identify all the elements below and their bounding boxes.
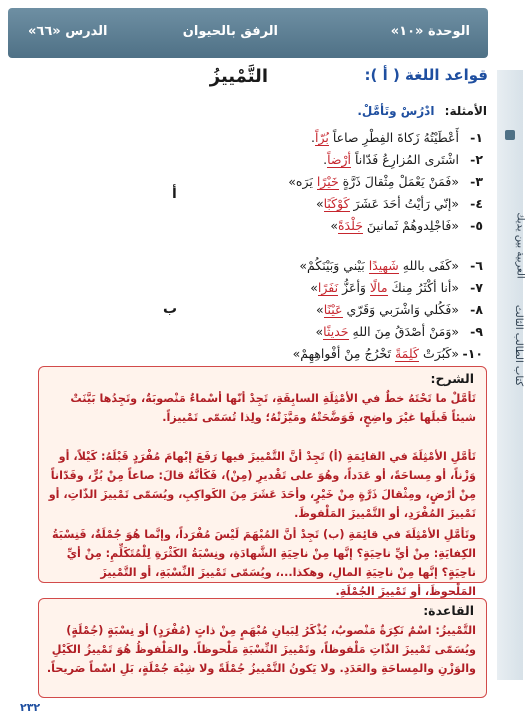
explanation-paragraph: وتَأمَّلِ الأمْثِلَةَ في قائِمَةِ (ب) تَجِدْ أنَّ المُبْهَمَ لَيْسَ مُفْرَداً، وإنَّما هُوَ جُمْلَةٌ، فَنِسْبَةُ الكِفايَةِ: مِنْ أيِّ ناحِيَةٍ؟ إنَّها مِنْ ناحِيَةِ الشَّهادَةِ، ونِسْبَةُ الكَثْرَةِ لِلْمُتَكَلِّمِ: مِنْ أيِّ ناحِيَةٍ؟ إنَّها مِنْ ناحِيَةِ المالِ، وهكذا...، ويُسَمّى تَمْييزَ النِّسْبَةِ، أو التَّمْييزَ المَلْحوظَ، أو تَمْييزَ الجُمْلَةِ. — [51, 528, 476, 598]
example-text: «إنّي رَأيْتُ أحَدَ عَشَرَ — [349, 196, 459, 211]
example-text: «فَمَنْ يَعْمَلْ مِثْقالَ ذَرَّةٍ — [338, 174, 459, 189]
example-highlight: نَفَرًا — [317, 280, 339, 295]
example-line — [330, 218, 483, 233]
rule-box — [38, 598, 487, 698]
example-highlight: كَلِمَةً — [394, 346, 419, 361]
example-text: » — [315, 196, 324, 211]
lesson-label: الدرس «٦٦» — [28, 24, 108, 39]
explanation-paragraph: تَأمَّلْ ما تَحْتَهُ خطٌ في الأمْثِلَةِ السابِقَةِ، تَجِدْ أنّها أسْماءٌ مَنْصوبَةٌ، وتَجِدُها بَيَّنَتْ شيئاً قَبلَها غيْرَ واضِحٍ، فَوَضَّحَتْهُ ومَيَّزَتْهُ؛ ولِذا تُسَمّى تَمْييزاً. — [70, 392, 476, 424]
examples-label: الأمثلة: — [444, 104, 487, 118]
example-text: » — [316, 302, 324, 317]
example-highlight: جَلْدَةً — [337, 218, 363, 233]
example-highlight: شَهيدًا — [368, 258, 399, 273]
example-number: ١- — [470, 130, 483, 145]
example-line — [316, 302, 483, 317]
example-number: ٦- — [470, 258, 483, 273]
example-line — [316, 196, 483, 211]
example-highlight: كَوْكَبًا — [323, 196, 350, 211]
group-b-label: ب — [163, 301, 178, 317]
example-text: بَيْني وَبَيْنَكُمْ» — [299, 258, 369, 273]
example-highlight: عَيْنًا — [323, 302, 343, 317]
example-number: ٨- — [470, 302, 483, 317]
topic-title: التَّمْييزُ — [209, 66, 268, 87]
unit-title: الرفق بالحيوان — [182, 24, 278, 39]
rule-text: التَّمْييزُ: اسْمٌ نَكِرَةٌ مَنْصوبٌ، يُذْكَرُ لِبَيانِ مُبْهَمٍ مِنْ ذاتٍ (مُفْرَدٍ) أو نِسْبَةٍ (جُمْلَةٍ) ويُسَمّى تَمْييزَ الذّاتِ مَلْفوظاً، وتَمْييزَ النِّسْبَةِ مَلْحوظاً. والمَلْفوظُ هُوَ تَمْييزُ الكَيْلِ والوَزْنِ والمِساحَةِ والعَدَدِ. ولا يَكونُ التَّمْييزُ جُمْلَةً ولا شِبْهَ جُمْلَةٍ، بَلِ اسْماً صَريحاً. — [46, 624, 476, 675]
example-text: » — [330, 218, 338, 233]
example-line — [288, 174, 483, 189]
section-title: قواعد اللغة ( أ ): — [364, 66, 488, 84]
rule-title: القاعدة: — [423, 603, 474, 618]
unit-header-bar — [8, 8, 488, 58]
example-text: » — [310, 280, 318, 295]
example-text: «فَاجْلِدوهُمْ ثَمانينَ — [362, 218, 459, 233]
side-marker-icon — [505, 130, 515, 140]
example-line — [310, 280, 483, 295]
example-number: ١٠- — [462, 346, 483, 361]
example-text: اشْتَرى المُزارِعُ فَدّاناً — [351, 152, 459, 167]
examples-heading — [357, 104, 487, 118]
group-a-label: أ — [172, 186, 177, 202]
side-text-book: كتاب الطالب الثالث — [512, 304, 524, 387]
example-line — [316, 324, 483, 339]
side-text-series: العربية بين يديك — [514, 212, 525, 279]
example-number: ٥- — [470, 218, 483, 233]
example-text: » — [315, 324, 324, 339]
example-text: «وَمَنْ أصْدَقُ مِنَ اللهِ — [348, 324, 459, 339]
page-number: ٢٣٢ — [20, 701, 41, 714]
example-text: أَعْطَيْتُهُ زَكاةَ الفِطْرِ صاعاً — [328, 130, 459, 145]
example-line — [311, 130, 483, 145]
example-number: ٢- — [470, 152, 483, 167]
example-text: وَأعَزُّ — [338, 280, 370, 295]
side-band — [497, 70, 523, 680]
example-number: ٧- — [470, 280, 483, 295]
example-highlight: حَديثًا — [323, 324, 349, 339]
example-text: «أنا أكْثَرُ مِنكَ — [387, 280, 459, 295]
example-text: . — [311, 130, 316, 145]
example-number: ٩- — [470, 324, 483, 339]
example-text: «فَكُلي وَاشْرَبي وَقَرّي — [342, 302, 459, 317]
examples-instruction: ادْرُسْ وتَأمَّلْ. — [357, 104, 435, 118]
example-text: يَرَه» — [288, 174, 317, 189]
example-highlight: خَيْرًا — [316, 174, 339, 189]
example-line — [323, 152, 483, 167]
example-text: «كَفَى باللهِ — [398, 258, 459, 273]
explanation-box — [38, 366, 487, 598]
example-highlight: أرْضاً — [327, 152, 351, 167]
explanation-title: الشرح: — [430, 371, 474, 386]
example-line — [293, 346, 483, 361]
example-highlight: مالًا — [369, 280, 388, 295]
example-text: تَخْرُجُ مِنْ أفْواهِهِمْ» — [292, 346, 395, 361]
explanation-paragraph: تَأمَّلِ الأمْثِلَةَ في القائِمَةِ (أ) تَجِدْ أنَّ التَّمْييزَ فيها رَفَعَ إبْهامَ مُفْرَدٍ قَبْلَهُ: كَيْلاً، أو وَزْناً، أو مِساحَةً، أو عَدَداً، وهُوَ على تَقْديرِ (مِنْ)، فَكَأنَّهُ قالَ: صاعاً مِنْ بُرٍّ، وفَدّاناً مِنْ أرْضٍ، ومِثْقالَ ذَرَّةٍ مِنْ خَيْرٍ، وأحَدَ عَشَرَ مِنَ الكَواكِبِ، ويُسَمّى تَمْييزَ الذّاتِ، أو تَمْييزَ المُفْرَدِ، أو التَّمْييزَ المَلْفوظَ. — [48, 450, 476, 520]
example-text: . — [323, 152, 328, 167]
example-highlight: بُرّاً — [315, 130, 329, 145]
example-text: «كَبُرَتْ — [418, 346, 459, 361]
example-number: ٤- — [470, 196, 483, 211]
example-line — [299, 258, 483, 273]
unit-label: الوحدة «١٠» — [390, 24, 470, 39]
example-number: ٣- — [470, 174, 483, 189]
